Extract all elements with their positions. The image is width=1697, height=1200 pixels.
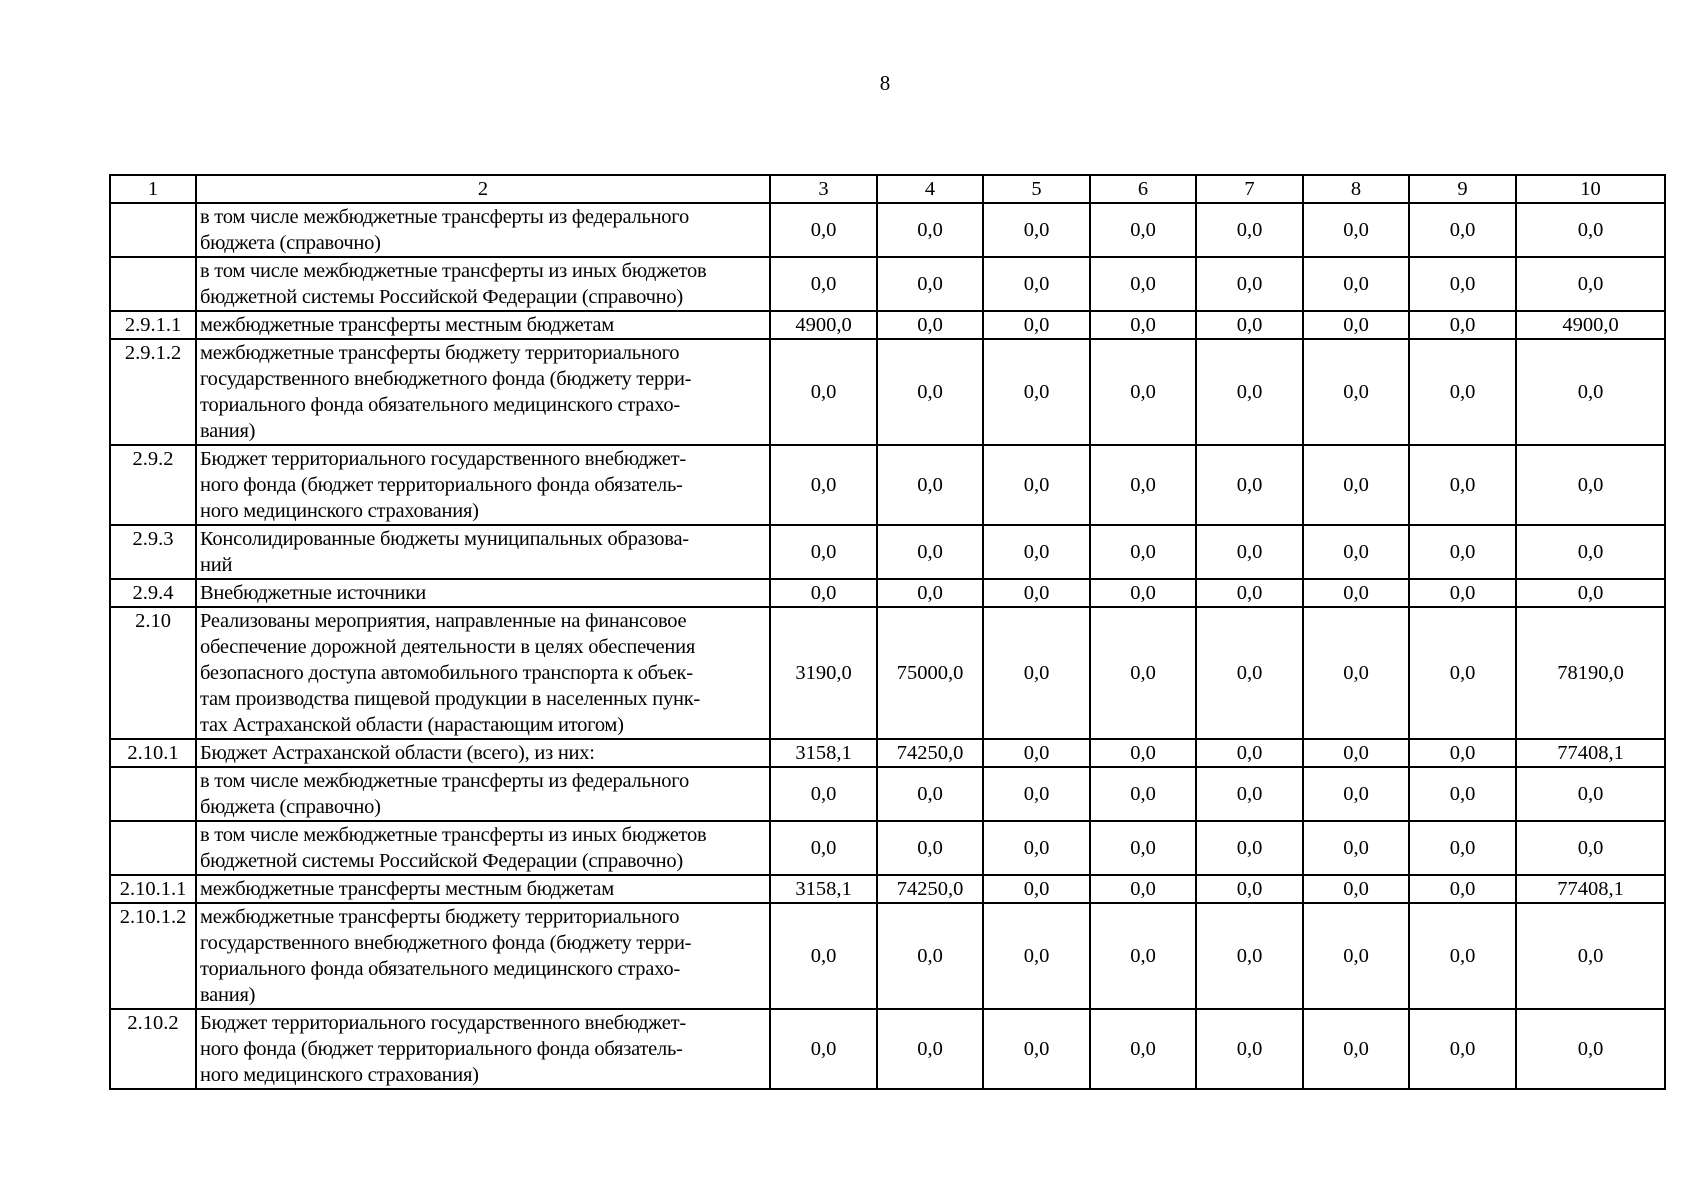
table-body — [110, 175, 1665, 1089]
header-cell: 10 — [1516, 175, 1665, 203]
row-description-cell: межбюджетные трансферты местным бюджетам — [196, 875, 770, 903]
value-cell: 0,0 — [877, 1009, 983, 1089]
row-description-cell: в том числе межбюджетные трансферты из федерального бюджета (справочно) — [196, 203, 770, 257]
value-cell: 0,0 — [1090, 1009, 1196, 1089]
value-cell: 0,0 — [1409, 579, 1516, 607]
value-cell: 0,0 — [983, 821, 1090, 875]
row-code-cell: 2.9.2 — [110, 445, 196, 525]
header-cell: 3 — [770, 175, 877, 203]
value-cell: 0,0 — [1196, 607, 1303, 739]
value-cell: 0,0 — [1516, 257, 1665, 311]
value-cell: 0,0 — [1303, 821, 1409, 875]
table-row — [110, 767, 1665, 821]
row-code-cell: 2.10.1 — [110, 739, 196, 767]
table-row — [110, 579, 1665, 607]
row-description-cell: в том числе межбюджетные трансферты из иных бюджетов бюджетной системы Российской Федерации (справочно) — [196, 821, 770, 875]
header-cell: 2 — [196, 175, 770, 203]
value-cell: 0,0 — [877, 821, 983, 875]
value-cell: 0,0 — [1409, 445, 1516, 525]
row-description-cell: межбюджетные трансферты бюджету территориального государственного внебюджетного фонда (бюджету терри- ториального фонда обязательного медицинского страхо- вания) — [196, 903, 770, 1009]
value-cell: 74250,0 — [877, 739, 983, 767]
row-description-cell: Внебюджетные источники — [196, 579, 770, 607]
value-cell: 0,0 — [1303, 203, 1409, 257]
value-cell: 0,0 — [1303, 875, 1409, 903]
value-cell: 0,0 — [1409, 203, 1516, 257]
table-row — [110, 339, 1665, 445]
value-cell: 0,0 — [1090, 739, 1196, 767]
table-row — [110, 903, 1665, 1009]
value-cell: 0,0 — [983, 257, 1090, 311]
value-cell: 0,0 — [1196, 903, 1303, 1009]
row-code-cell: 2.9.1.2 — [110, 339, 196, 445]
value-cell: 0,0 — [983, 525, 1090, 579]
value-cell: 0,0 — [1303, 445, 1409, 525]
value-cell: 0,0 — [983, 1009, 1090, 1089]
value-cell: 77408,1 — [1516, 739, 1665, 767]
value-cell: 0,0 — [1409, 739, 1516, 767]
value-cell: 3158,1 — [770, 875, 877, 903]
value-cell: 3158,1 — [770, 739, 877, 767]
value-cell: 0,0 — [770, 821, 877, 875]
value-cell: 0,0 — [770, 445, 877, 525]
value-cell: 0,0 — [770, 525, 877, 579]
value-cell: 0,0 — [1516, 203, 1665, 257]
value-cell: 4900,0 — [1516, 311, 1665, 339]
value-cell: 0,0 — [1303, 257, 1409, 311]
value-cell: 0,0 — [1196, 445, 1303, 525]
value-cell: 0,0 — [1303, 339, 1409, 445]
value-cell: 0,0 — [877, 445, 983, 525]
table-row — [110, 739, 1665, 767]
value-cell: 0,0 — [877, 767, 983, 821]
value-cell: 0,0 — [1196, 525, 1303, 579]
value-cell: 0,0 — [1090, 875, 1196, 903]
value-cell: 0,0 — [1303, 579, 1409, 607]
value-cell: 3190,0 — [770, 607, 877, 739]
value-cell: 0,0 — [1516, 445, 1665, 525]
value-cell: 0,0 — [1090, 339, 1196, 445]
row-description-cell: межбюджетные трансферты местным бюджетам — [196, 311, 770, 339]
header-cell: 7 — [1196, 175, 1303, 203]
table-row — [110, 445, 1665, 525]
value-cell: 0,0 — [1409, 525, 1516, 579]
value-cell: 77408,1 — [1516, 875, 1665, 903]
value-cell: 0,0 — [983, 607, 1090, 739]
table-row — [110, 821, 1665, 875]
value-cell: 0,0 — [1516, 579, 1665, 607]
table-row — [110, 607, 1665, 739]
header-cell: 9 — [1409, 175, 1516, 203]
row-description-cell: Бюджет территориального государственного внебюджет- ного фонда (бюджет территориального фонда обязатель- ного медицинского страхования) — [196, 445, 770, 525]
value-cell: 0,0 — [1409, 767, 1516, 821]
table-row — [110, 203, 1665, 257]
value-cell: 0,0 — [1516, 767, 1665, 821]
value-cell: 0,0 — [1196, 1009, 1303, 1089]
value-cell: 0,0 — [770, 767, 877, 821]
value-cell: 0,0 — [1409, 311, 1516, 339]
value-cell: 4900,0 — [770, 311, 877, 339]
page-number: 8 — [879, 71, 891, 95]
row-code-cell: 2.10.1.1 — [110, 875, 196, 903]
value-cell: 0,0 — [1090, 203, 1196, 257]
value-cell: 0,0 — [877, 311, 983, 339]
value-cell: 0,0 — [1409, 903, 1516, 1009]
row-description-cell: в том числе межбюджетные трансферты из иных бюджетов бюджетной системы Российской Федерации (справочно) — [196, 257, 770, 311]
value-cell: 0,0 — [1090, 579, 1196, 607]
value-cell: 0,0 — [983, 767, 1090, 821]
value-cell: 0,0 — [770, 903, 877, 1009]
value-cell: 0,0 — [1516, 821, 1665, 875]
row-description-cell: Бюджет территориального государственного внебюджет- ного фонда (бюджет территориального фонда обязатель- ного медицинского страхования) — [196, 1009, 770, 1089]
value-cell: 0,0 — [983, 339, 1090, 445]
row-code-cell — [110, 821, 196, 875]
budget-table — [109, 174, 1666, 1090]
row-description-cell: Консолидированные бюджеты муниципальных образова- ний — [196, 525, 770, 579]
value-cell: 0,0 — [1409, 339, 1516, 445]
row-description-cell: Бюджет Астраханской области (всего), из них: — [196, 739, 770, 767]
row-description-cell: межбюджетные трансферты бюджету территориального государственного внебюджетного фонда (бюджету терри- ториального фонда обязательного медицинского страхо- вания) — [196, 339, 770, 445]
row-description-cell: в том числе межбюджетные трансферты из федерального бюджета (справочно) — [196, 767, 770, 821]
value-cell: 0,0 — [1303, 903, 1409, 1009]
value-cell: 0,0 — [770, 579, 877, 607]
value-cell: 0,0 — [1409, 607, 1516, 739]
value-cell: 0,0 — [1090, 767, 1196, 821]
value-cell: 0,0 — [770, 257, 877, 311]
value-cell: 0,0 — [877, 579, 983, 607]
value-cell: 0,0 — [877, 203, 983, 257]
table-row — [110, 311, 1665, 339]
value-cell: 0,0 — [1196, 579, 1303, 607]
value-cell: 0,0 — [1196, 257, 1303, 311]
value-cell: 0,0 — [1196, 821, 1303, 875]
value-cell: 0,0 — [770, 339, 877, 445]
value-cell: 0,0 — [1090, 311, 1196, 339]
value-cell: 0,0 — [1516, 339, 1665, 445]
row-code-cell: 2.10.2 — [110, 1009, 196, 1089]
value-cell: 0,0 — [1303, 607, 1409, 739]
value-cell: 0,0 — [1516, 903, 1665, 1009]
value-cell: 0,0 — [983, 739, 1090, 767]
value-cell: 78190,0 — [1516, 607, 1665, 739]
table-row — [110, 257, 1665, 311]
value-cell: 0,0 — [877, 525, 983, 579]
value-cell: 0,0 — [1409, 1009, 1516, 1089]
row-code-cell — [110, 767, 196, 821]
value-cell: 0,0 — [770, 203, 877, 257]
value-cell: 0,0 — [877, 903, 983, 1009]
value-cell: 0,0 — [1090, 607, 1196, 739]
header-cell: 4 — [877, 175, 983, 203]
value-cell: 0,0 — [983, 875, 1090, 903]
value-cell: 0,0 — [1303, 767, 1409, 821]
value-cell: 0,0 — [1196, 203, 1303, 257]
value-cell: 0,0 — [983, 203, 1090, 257]
header-cell: 1 — [110, 175, 196, 203]
value-cell: 0,0 — [1303, 1009, 1409, 1089]
row-code-cell — [110, 257, 196, 311]
value-cell: 0,0 — [983, 445, 1090, 525]
value-cell: 0,0 — [1090, 821, 1196, 875]
header-cell: 6 — [1090, 175, 1196, 203]
value-cell: 0,0 — [1196, 339, 1303, 445]
value-cell: 0,0 — [1409, 875, 1516, 903]
value-cell: 75000,0 — [877, 607, 983, 739]
value-cell: 0,0 — [1196, 767, 1303, 821]
header-cell: 5 — [983, 175, 1090, 203]
value-cell: 0,0 — [1090, 903, 1196, 1009]
row-code-cell: 2.10 — [110, 607, 196, 739]
value-cell: 0,0 — [877, 339, 983, 445]
value-cell: 0,0 — [1090, 445, 1196, 525]
value-cell: 0,0 — [983, 311, 1090, 339]
row-description-cell: Реализованы мероприятия, направленные на финансовое обеспечение дорожной деятельности в целях обеспечения безопасного доступа автомобильного транспорта к объек- там производства пищевой продукции в населенных пунк- тах Астраханской области (нарастающим итогом) — [196, 607, 770, 739]
value-cell: 0,0 — [770, 1009, 877, 1089]
table-row — [110, 525, 1665, 579]
value-cell: 0,0 — [1196, 875, 1303, 903]
row-code-cell: 2.9.3 — [110, 525, 196, 579]
value-cell: 0,0 — [983, 903, 1090, 1009]
value-cell: 0,0 — [1303, 311, 1409, 339]
value-cell: 0,0 — [1516, 525, 1665, 579]
value-cell: 0,0 — [1409, 257, 1516, 311]
value-cell: 0,0 — [877, 257, 983, 311]
value-cell: 0,0 — [1516, 1009, 1665, 1089]
table-row — [110, 875, 1665, 903]
row-code-cell — [110, 203, 196, 257]
row-code-cell: 2.9.4 — [110, 579, 196, 607]
row-code-cell: 2.9.1.1 — [110, 311, 196, 339]
value-cell: 0,0 — [1303, 525, 1409, 579]
value-cell: 0,0 — [1409, 821, 1516, 875]
value-cell: 0,0 — [1196, 311, 1303, 339]
value-cell: 0,0 — [1090, 525, 1196, 579]
value-cell: 0,0 — [983, 579, 1090, 607]
value-cell: 74250,0 — [877, 875, 983, 903]
row-code-cell: 2.10.1.2 — [110, 903, 196, 1009]
table-row — [110, 1009, 1665, 1089]
value-cell: 0,0 — [1196, 739, 1303, 767]
value-cell: 0,0 — [1090, 257, 1196, 311]
header-row — [110, 175, 1665, 203]
value-cell: 0,0 — [1303, 739, 1409, 767]
header-cell: 8 — [1303, 175, 1409, 203]
